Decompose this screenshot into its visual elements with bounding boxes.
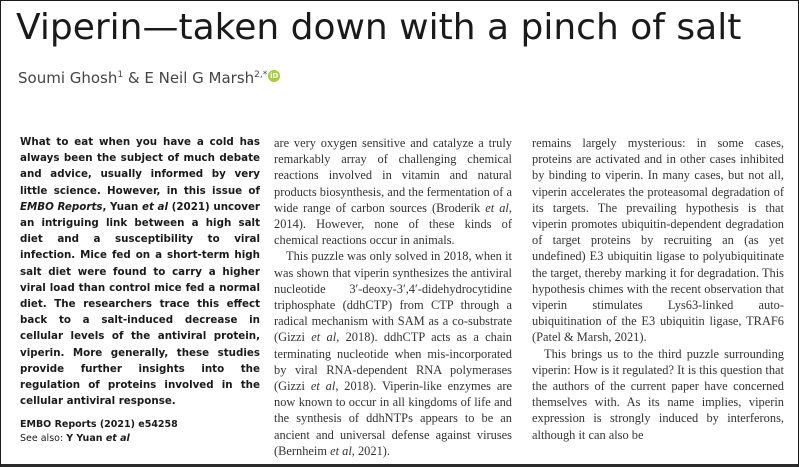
abstract-etal: et al	[142, 200, 169, 213]
abstract-text-1: What to eat when you have a cold has always been the subject of much debate and advice, usually informed by very little science. However, in this issue of	[20, 136, 260, 197]
col2-p1-text-a: are very oxygen sensitive and catalyze a truly remarkably array of challenging chemical reactions involved in vitamin and natural products biosynthesis, and the fermentation of a wide range of carbon sources (Broderik	[274, 136, 512, 215]
abstract	[20, 134, 260, 409]
col2-p2-etal-3: et al	[330, 443, 352, 458]
col2-p2-text-b: , 2018). ddhCTP acts as a chain terminating nucleotide when mis-incorporated by viral RNA-dependent RNA polymerases (Gizzi	[274, 330, 512, 394]
author-1[interactable]: Soumi Ghosh	[18, 69, 118, 87]
body-column-2	[274, 135, 512, 459]
abstract-text-2: , Yuan	[102, 200, 143, 213]
author-separator: &	[123, 69, 145, 87]
see-also-line	[20, 432, 260, 446]
abstract-journal: EMBO Reports	[20, 200, 103, 213]
author-line	[18, 67, 280, 89]
col2-p2-text-d: , 2021).	[351, 443, 390, 458]
abstract-text-3: (2021) uncover an intriguing link between a high salt diet and a susceptibility to viral infection. Mice fed on a short-term high salt diet were found to carry a higher viral load than control mice fed a normal diet. The researchers trace this effect back to a salt-induced decrease in cellular levels of the antiviral protein, viperin. More generally, these studies provide further insights into the regulation of proteins involved in the cellular antiviral response.	[20, 200, 261, 408]
col2-p2-text-c: , 2018). Viperin-like enzymes are now known to occur in all kingdoms of life and the synthesis of ddhNTPs appears to be an ancient and universal defense against viruses (Bernheim	[274, 379, 512, 458]
col2-paragraph-2	[274, 248, 512, 459]
col2-p2-etal-2: et al	[310, 379, 336, 394]
author-2-affiliation: 2,*	[254, 70, 268, 80]
see-also-label: See also:	[20, 433, 67, 444]
orcid-icon[interactable]: iD	[270, 72, 279, 80]
body-column-3	[532, 135, 784, 443]
col2-p2-etal-1: et al	[311, 330, 337, 345]
author-1-affiliation: 1	[117, 70, 124, 80]
citation-block	[20, 418, 260, 446]
article-title: Viperin—taken down with a pinch of salt	[16, 7, 742, 48]
col2-p1-text-b: , 2014). However, none of these kinds of chemical reactions occur in animals.	[274, 200, 512, 248]
citation-line: EMBO Reports (2021) e54258	[20, 419, 178, 430]
col3-paragraph-2: This brings us to the third puzzle surrounding viperin: How is it regulated? It is this question that the authors of the current paper have concerned themselves with. As its name implies, viperin expression is strongly induced by interferons, although it can also be	[532, 346, 784, 442]
see-also-etal: et al	[105, 433, 130, 444]
col2-paragraph-1	[274, 135, 512, 248]
see-also-link[interactable]	[66, 433, 130, 444]
col3-paragraph-1: remains largely mysterious: in some cases, proteins are activated and in other cases inhibited by binding to viperin. In many cases, but not all, viperin accelerates the proteasomal degradation of its targets. The prevailing hypothesis is that viperin promotes ubiquitin-dependent degradation of target proteins by recruiting an (as yet undefined) E3 ubiquitin ligase to polyubiquitinate the target, thereby marking it for degradation. This hypothesis chimes with the recent observation that viperin stimulates Lys63-linked auto-ubiquitination of the E3 ubiquitin ligase, TRAF6 (Patel & Marsh, 2021).	[532, 136, 784, 345]
col2-p2-text-a: This puzzle was only solved in 2018, when it was shown that viperin synthesizes the antiviral nucleotide 3′-deoxy-3′,4′-didehydrocytidine triphosphate (ddhCTP) from CTP through a radical mechanism with SAM as a co-substrate (Gizzi	[274, 249, 512, 345]
author-2[interactable]: E Neil G Marsh	[144, 69, 255, 87]
see-also-name: Y Yuan	[66, 433, 106, 444]
col2-p1-etal: et al	[485, 200, 509, 215]
